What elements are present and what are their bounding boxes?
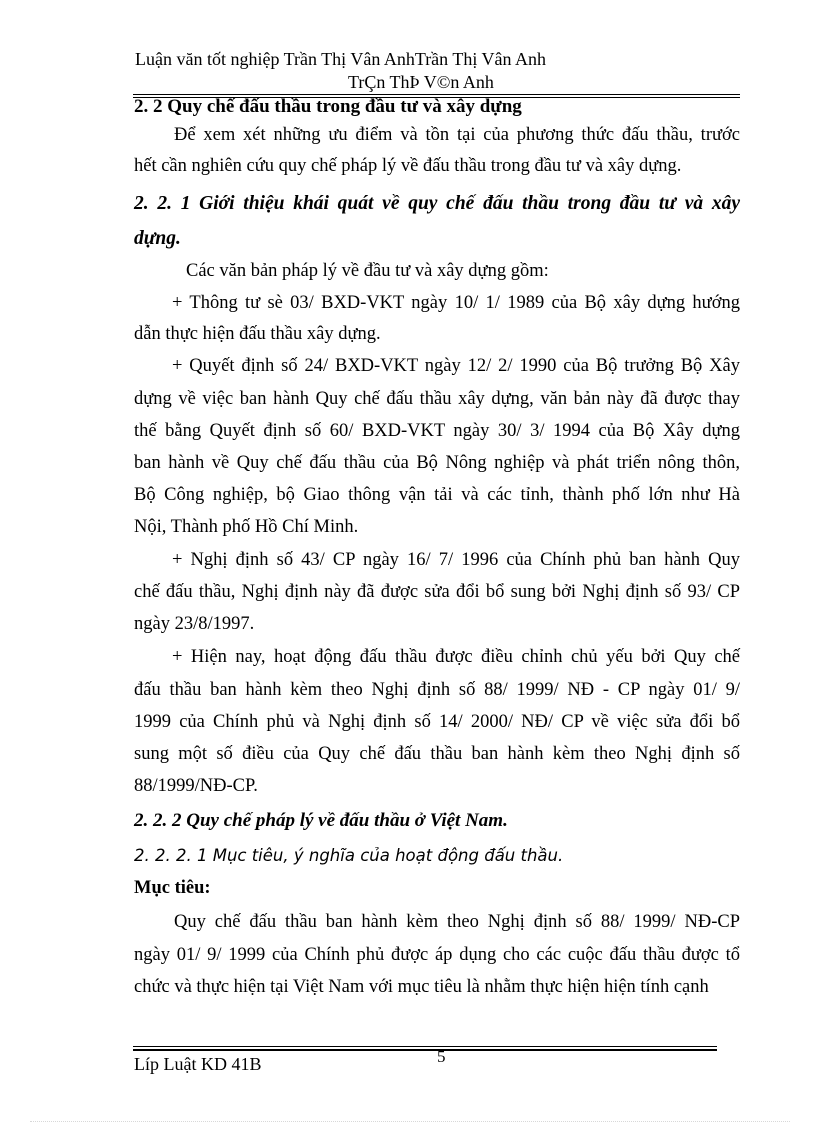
item2-line-5: Bộ Công nghiệp, bộ Giao thông vận tải và các tỉnh, thành phố lớn như Hà: [134, 485, 740, 505]
page-number: 5: [437, 1047, 446, 1066]
item1-line-1: + Thông tư sè 03/ BXD-VKT ngày 10/ 1/ 1989 của Bộ xây dựng hướng: [172, 293, 740, 313]
item4-line-2: đấu thầu ban hành kèm theo Nghị định số 88/ 1999/ NĐ - CP ngày 01/ 9/: [134, 680, 740, 700]
footer-class-label: Líp Luật KD 41B: [134, 1054, 262, 1074]
intro-line-1: Để xem xét những ưu điểm và tồn tại của phương thức đấu thầu, trước: [174, 125, 740, 145]
item2-line-1: + Quyết định số 24/ BXD-VKT ngày 12/ 2/ 1990 của Bộ trưởng Bộ Xây: [172, 356, 740, 376]
section-title: 2. 2 Quy chế đấu thầu trong đầu tư và xây dựng: [134, 96, 522, 117]
subsection-title-2-2-1-line2: dựng.: [134, 228, 181, 249]
muc-tieu-line-3: chức và thực hiện tại Việt Nam với mục tiêu là nhằm thực hiện hiện tính cạnh: [134, 977, 709, 997]
item3-line-3: ngày 23/8/1997.: [134, 614, 255, 634]
list-intro: Các văn bản pháp lý về đầu tư và xây dựng gồm:: [186, 261, 549, 281]
item2-line-2: dựng về việc ban hành Quy chế đấu thầu xây dựng, văn bản này đã được thay: [134, 389, 740, 409]
item4-line-4: sung một số điều của Quy chế đấu thầu ban hành kèm theo Nghị định số: [134, 744, 740, 764]
item2-line-6: Nội, Thành phố Hồ Chí Minh.: [134, 517, 359, 537]
item3-line-2: chế đấu thầu, Nghị định này đã được sửa đổi bổ sung bởi Nghị định số 93/ CP: [134, 582, 740, 602]
running-header-line1: Luận văn tốt nghiệp Trần Thị Vân AnhTrần Thị Vân Anh: [135, 49, 547, 69]
subsection-title-2-2-2: 2. 2. 2 Quy chế pháp lý về đấu thầu ở Việt Nam.: [134, 810, 508, 831]
item3-line-1: + Nghị định số 43/ CP ngày 16/ 7/ 1996 của Chính phủ ban hành Quy: [172, 550, 740, 570]
subsection-title-2-2-1-line1: 2. 2. 1 Giới thiệu khái quát về quy chế đấu thầu trong đầu tư và xây: [134, 193, 740, 214]
item2-line-4: ban hành về Quy chế đấu thầu của Bộ Nông nghiệp và phát triển nông thôn,: [134, 453, 740, 473]
item1-line-2: dẫn thực hiện đấu thầu xây dựng.: [134, 324, 381, 344]
subsection-title-2-2-2-1: 2. 2. 2. 1 Mục tiêu, ý nghĩa của hoạt động đấu thầu.: [134, 846, 564, 865]
muc-tieu-line-1: Quy chế đấu thầu ban hành kèm theo Nghị định số 88/ 1999/ NĐ-CP: [174, 912, 740, 932]
muc-tieu-label: Mục tiêu:: [134, 878, 211, 898]
item4-line-1: + Hiện nay, hoạt động đấu thầu được điều chỉnh chủ yếu bởi Quy chế: [172, 647, 740, 667]
item4-line-3: 1999 của Chính phủ và Nghị định số 14/ 2000/ NĐ/ CP về việc sửa đổi bổ: [134, 712, 740, 732]
running-header-line2: TrÇn ThÞ V©n Anh: [348, 72, 494, 92]
muc-tieu-line-2: ngày 01/ 9/ 1999 của Chính phủ được áp dụng cho các cuộc đấu thầu được tổ: [134, 945, 740, 965]
item2-line-3: thế bằng Quyết định số 60/ BXD-VKT ngày 30/ 3/ 1994 của Bộ Xây dựng: [134, 421, 740, 441]
intro-line-2: hết cần nghiên cứu quy chế pháp lý về đấu thầu trong đầu tư và xây dựng.: [134, 156, 682, 176]
item4-line-5: 88/1999/NĐ-CP.: [134, 776, 258, 796]
footer-rule-thick: [133, 1049, 717, 1051]
footer-rule-thin: [133, 1046, 717, 1047]
page-bottom-border: [30, 1121, 790, 1122]
